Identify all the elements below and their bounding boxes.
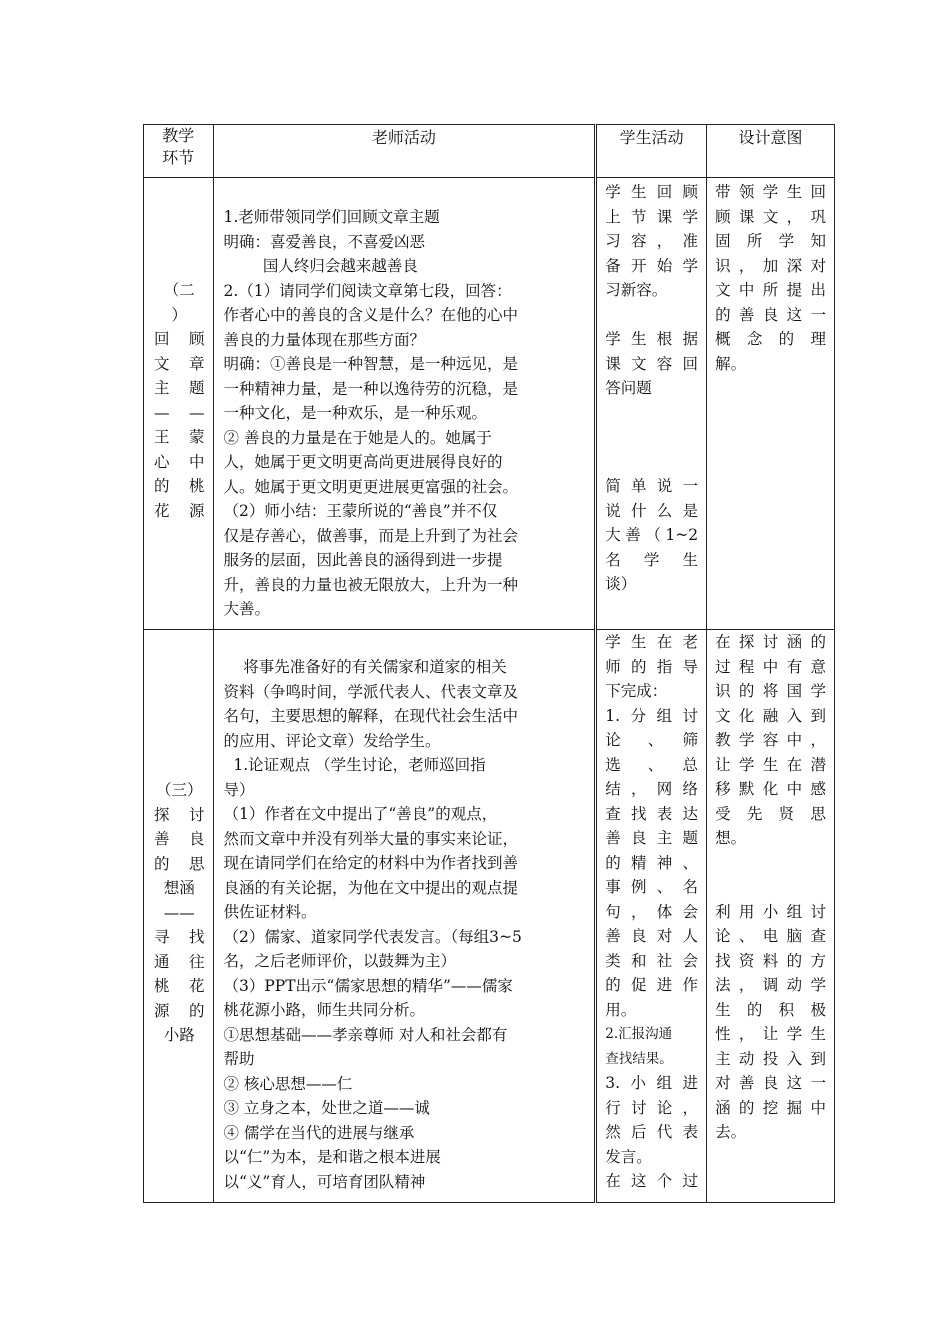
teacher-line: 人，她属于更文明更高尚更进展得良好的 bbox=[223, 453, 503, 471]
student-line: 用。 bbox=[605, 1000, 637, 1019]
teacher-line: 明确：喜爱善良，不喜爱凶恶 bbox=[223, 232, 426, 251]
student-line: 结，网络 bbox=[605, 780, 699, 798]
stage-line: 王 蒙 bbox=[154, 428, 205, 446]
student-line: 师的指导 bbox=[605, 657, 699, 676]
teacher-line: （2）儒家、道家同学代表发言。（每组3~5 bbox=[223, 927, 522, 946]
header-stage-line2: 环节 bbox=[162, 148, 195, 167]
teacher-line: 升，善良的力量也被无限放大，上升为一种 bbox=[223, 575, 519, 594]
teacher-line: 仅是存善心，做善事，而是上升到了为社会 bbox=[223, 526, 519, 545]
section-two-intent bbox=[707, 178, 835, 630]
teacher-line: 资料（争鸣时间，学派代表人、代表文章及 bbox=[223, 682, 519, 701]
teacher-line: 供佐证材料。 bbox=[223, 903, 317, 921]
teacher-line: ④ 儒学在当代的进展与继承 bbox=[223, 1123, 415, 1142]
stage-line: 的 思 bbox=[154, 854, 205, 873]
teacher-line: （1）作者在文中提出了“善良”的观点， bbox=[223, 805, 498, 823]
intent-line: 的善良这一 bbox=[715, 305, 826, 324]
stage-line: 小路 bbox=[163, 1026, 195, 1044]
intent-line: 想。 bbox=[715, 829, 747, 847]
stage-line: — — bbox=[154, 403, 205, 422]
intent-line: 解。 bbox=[715, 354, 747, 373]
teacher-line: 服务的层面，因此善良的涵得到进一步提 bbox=[223, 551, 503, 569]
teacher-line: 桃花源小路，师生共同分析。 bbox=[223, 1001, 426, 1019]
teacher-line: 名句，主要思想的解释，在现代社会生活中 bbox=[223, 707, 519, 725]
section-three-student bbox=[596, 630, 707, 1203]
student-line: 查找结果。 bbox=[605, 1050, 673, 1067]
teacher-line: 良涵的有关论据，为他在文中提出的观点提 bbox=[223, 878, 519, 897]
section-three-row bbox=[144, 630, 835, 1203]
student-line: 选 、 总 bbox=[605, 755, 699, 774]
stage-line: 回 顾 bbox=[154, 330, 205, 348]
stage-line: 探 讨 bbox=[154, 805, 205, 824]
lesson-plan-table bbox=[143, 124, 835, 1203]
stage-line: 源 的 bbox=[154, 1001, 205, 1020]
teacher-line: 明确：①善良是一种智慧，是一种远见，是 bbox=[223, 355, 519, 373]
intent-line: 涵的挖掘中 bbox=[715, 1098, 826, 1117]
intent-line: 去。 bbox=[715, 1123, 747, 1141]
teacher-line: ①思想基础——孝亲尊师 对人和社会都有 bbox=[223, 1025, 508, 1044]
teacher-line: ③ 立身之本，处世之道——诚 bbox=[223, 1099, 430, 1117]
intent-line: 法，调动学 bbox=[715, 976, 826, 994]
stage-line: ） bbox=[171, 305, 187, 324]
student-line: 的精神、 bbox=[605, 853, 699, 872]
intent-line: 论、电脑查 bbox=[715, 927, 826, 945]
teacher-line: 1.老师带领同学们回顾文章主题 bbox=[223, 208, 440, 226]
teacher-line: （2）师小结：王蒙所说的“善良”并不仅 bbox=[223, 502, 498, 520]
student-line: 3.小组进 bbox=[605, 1074, 699, 1092]
teacher-line: 大善。 bbox=[223, 600, 271, 618]
section-two-row bbox=[144, 178, 835, 630]
stage-line: （二 bbox=[163, 281, 195, 299]
student-line: 学生在老 bbox=[605, 633, 699, 651]
teacher-line: 善良的力量体现在那些方面？ bbox=[223, 330, 426, 349]
student-line: 学生回顾 bbox=[605, 183, 699, 201]
student-line: 简单说一 bbox=[605, 477, 699, 495]
section-three-teacher bbox=[213, 630, 596, 1203]
stage-line: 文 章 bbox=[154, 354, 205, 373]
student-gap bbox=[605, 450, 698, 475]
student-line: 类和社会 bbox=[605, 951, 699, 970]
intent-line: 利用小组讨 bbox=[715, 902, 826, 921]
teacher-line: 然而文章中并没有列举大量的事实来论证， bbox=[223, 829, 519, 848]
student-line: 上节课学 bbox=[605, 207, 699, 226]
teacher-line: ② 核心思想——仁 bbox=[223, 1074, 353, 1093]
student-line: 查找表达 bbox=[605, 804, 699, 823]
student-line: 大善（1~2 bbox=[605, 526, 699, 544]
intent-line: 性，让学生 bbox=[715, 1025, 826, 1043]
student-line: 然后代表 bbox=[605, 1123, 699, 1141]
teacher-line: 作者心中的善良的含义是什么？在他的心中 bbox=[223, 306, 519, 324]
teacher-line: 一种精神力量，是一种以逸待劳的沉稳，是 bbox=[223, 379, 519, 398]
student-line: 习容，准 bbox=[605, 232, 699, 250]
student-line: 善良对人 bbox=[605, 927, 699, 945]
teacher-line: 1.论证观点 （学生讨论，老师巡回指 bbox=[223, 756, 486, 774]
header-student-activity: 学生活动 bbox=[596, 125, 707, 178]
section-three-stage bbox=[144, 630, 214, 1203]
intent-line: 过程中有意 bbox=[715, 657, 826, 676]
student-line: 说什么是 bbox=[605, 501, 699, 520]
intent-line: 受先贤思 bbox=[715, 804, 826, 823]
intent-line: 文中所提出 bbox=[715, 281, 826, 299]
intent-line: 找资料的方 bbox=[715, 951, 826, 970]
stage-line: 桃 花 bbox=[154, 977, 205, 995]
intent-line: 生的积极 bbox=[715, 1000, 826, 1019]
student-line: 句，体会 bbox=[605, 902, 699, 921]
header-design-intent: 设计意图 bbox=[707, 125, 835, 178]
stage-line: 的 桃 bbox=[154, 477, 205, 495]
section-two-teacher bbox=[213, 178, 596, 630]
teacher-line: 以“义”育人，可培育团队精神 bbox=[223, 1172, 426, 1191]
teacher-line: ② 善良的力量是在于她是人的。她属于 bbox=[223, 428, 492, 447]
teacher-line: 导） bbox=[223, 780, 255, 799]
intent-line: 识的将国学 bbox=[715, 682, 826, 700]
stage-line: 花 源 bbox=[154, 501, 205, 520]
student-line: 1.分组讨 bbox=[605, 706, 699, 725]
stage-line: 心 中 bbox=[154, 452, 205, 471]
intent-line: 固所学知 bbox=[715, 232, 826, 250]
intent-line: 顾课文，巩 bbox=[715, 207, 826, 226]
student-line: 下完成： bbox=[605, 682, 668, 700]
intent-line: 移默化中感 bbox=[715, 780, 826, 798]
section-two-stage bbox=[144, 178, 214, 630]
intent-line: 概念的理 bbox=[715, 330, 826, 348]
teacher-line: （3）PPT出示“儒家思想的精华”——儒家 bbox=[223, 976, 513, 995]
student-line: 论 、 筛 bbox=[605, 731, 699, 749]
student-line: 事例、名 bbox=[605, 878, 699, 896]
teacher-line: 帮助 bbox=[223, 1050, 255, 1068]
intent-line: 带领学生回 bbox=[715, 183, 826, 201]
student-gap bbox=[605, 401, 698, 426]
stage-line: 主 题 bbox=[154, 379, 205, 397]
student-line: 备开始学 bbox=[605, 256, 699, 275]
teacher-line: 一种文化，是一种欢乐，是一种乐观。 bbox=[223, 404, 488, 422]
intent-line: 在探讨涵的 bbox=[715, 633, 826, 651]
intent-line: 让学生在潜 bbox=[715, 755, 826, 774]
intent-line: 主动投入到 bbox=[715, 1049, 826, 1068]
teacher-line: 2.（1）请同学们阅读文章第七段，回答： bbox=[223, 281, 512, 300]
student-line: 善良主题 bbox=[605, 829, 699, 847]
student-line: 谈） bbox=[605, 575, 637, 593]
student-gap bbox=[605, 303, 698, 328]
stage-line: 通 往 bbox=[154, 952, 205, 971]
intent-line: 对善良这一 bbox=[715, 1074, 826, 1092]
header-teacher-activity: 老师活动 bbox=[213, 125, 596, 178]
student-gap bbox=[605, 425, 698, 450]
student-line: 发言。 bbox=[605, 1147, 652, 1166]
teacher-line: 人。她属于更文明更更进展更富强的社会。 bbox=[223, 477, 519, 496]
student-line: 行讨论， bbox=[605, 1098, 699, 1117]
teacher-line: 现在请同学们在给定的材料中为作者找到善 bbox=[223, 854, 519, 872]
student-line: 在这个过 bbox=[605, 1172, 699, 1190]
section-three-intent bbox=[707, 630, 835, 1203]
teacher-line: 名，之后老师评价，以鼓舞为主） bbox=[223, 952, 457, 970]
intent-line: 文化融入到 bbox=[715, 706, 826, 725]
student-line: 2.汇报沟通 bbox=[605, 1026, 673, 1042]
student-line: 学生根据 bbox=[605, 330, 699, 348]
teacher-line: 以“仁”为本，是和谐之根本进展 bbox=[223, 1148, 441, 1166]
teacher-line: 国人终归会越来越善良 bbox=[223, 257, 418, 275]
student-line: 习新容。 bbox=[605, 281, 668, 299]
header-stage bbox=[144, 125, 214, 178]
header-stage-line1: 教学 bbox=[162, 126, 195, 145]
student-line: 名 学 生 bbox=[605, 550, 699, 569]
student-line: 答问题 bbox=[605, 379, 652, 397]
stage-line: 寻 找 bbox=[154, 928, 205, 946]
stage-line: —— bbox=[163, 903, 195, 922]
student-line: 的促进作 bbox=[605, 976, 699, 994]
stage-line: 善 良 bbox=[154, 830, 205, 848]
intent-line: 识，加深对 bbox=[715, 256, 826, 275]
stage-line: 想涵 bbox=[163, 879, 195, 897]
stage-line: （三） bbox=[155, 781, 203, 799]
intent-gap bbox=[715, 851, 826, 876]
teacher-line: 将事先准备好的有关儒家和道家的相关 bbox=[223, 658, 507, 676]
intent-gap bbox=[715, 875, 826, 900]
intent-line: 教学容中， bbox=[715, 731, 826, 749]
section-two-student bbox=[596, 178, 707, 630]
header-row bbox=[144, 125, 835, 178]
student-line: 课文容回 bbox=[605, 354, 699, 373]
teacher-line: 的应用、评论文章）发给学生。 bbox=[223, 731, 441, 750]
